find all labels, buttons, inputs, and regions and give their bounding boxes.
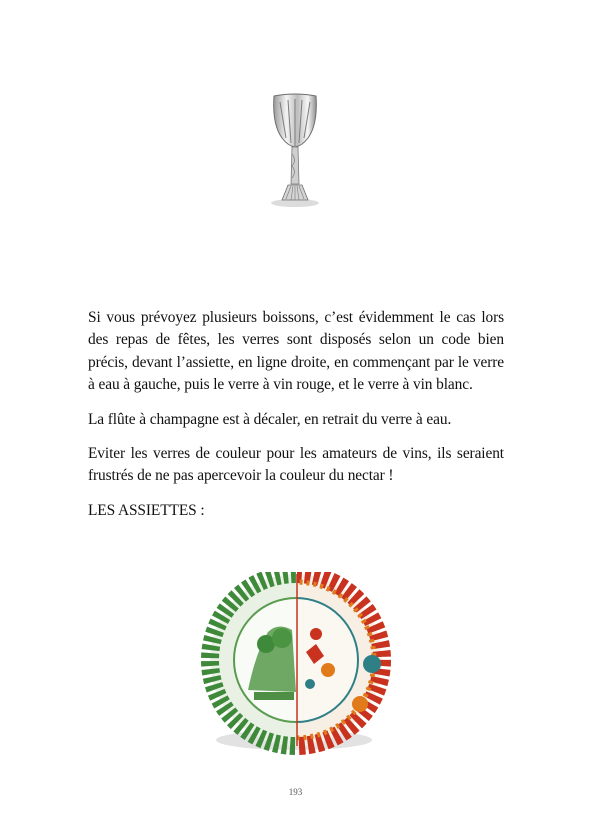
paragraph-champagne-flute: La flûte à champagne est à décaler, en retrait du verre à eau. — [88, 410, 452, 428]
crystal-wine-glass-icon — [262, 92, 328, 210]
page-number: 193 — [288, 787, 303, 797]
body-text — [88, 307, 504, 534]
paragraph-colored-glasses: Eviter les verres de couleur pour les amateurs de vins, ils seraient frustrés de ne pas apercevoir la couleur du nectar ! — [88, 445, 504, 485]
paragraph-glass-arrangement: Si vous prévoyez plusieurs boissons, c’est évidemment le cas lors des repas de fêtes, les verres sont disposés selon un code bien précis, devant l’assiette, en ligne droite, en commençant par le verre à eau à gauche, puis le verre à vin rouge, et le verre à vin blanc. — [88, 309, 504, 394]
section-heading-plates: LES ASSIETTES : — [88, 501, 205, 519]
decorative-plate-icon — [196, 572, 396, 757]
